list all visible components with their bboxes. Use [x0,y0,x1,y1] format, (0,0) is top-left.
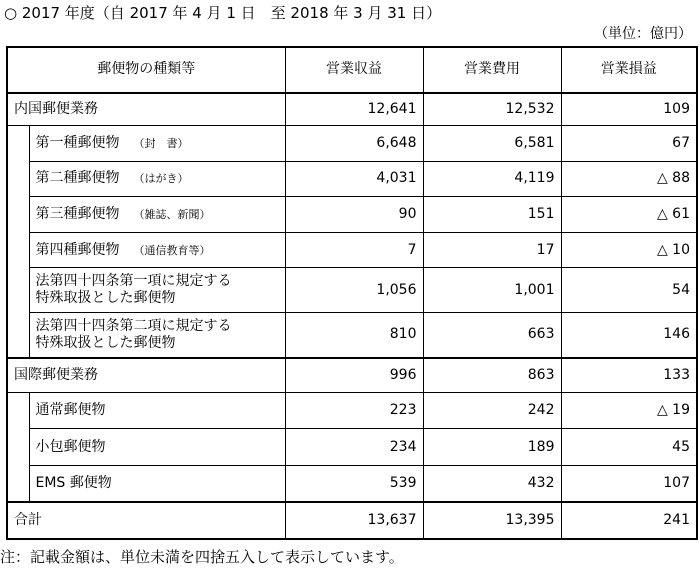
expense-cell: 12,532 [423,93,561,126]
row-label: 国際郵便業務 [7,358,285,393]
table-row [7,429,697,466]
revenue-cell: 234 [285,429,423,466]
revenue-cell: 12,641 [285,93,423,126]
profit-cell: 146 [561,313,697,358]
table-row [7,313,697,358]
profit-cell: 54 [561,268,697,313]
table-header-row [7,47,697,93]
table-row [7,161,697,197]
table-row [7,466,697,503]
expense-cell: 663 [423,313,561,358]
profit-cell: 241 [561,502,697,539]
expense-cell: 6,581 [423,125,561,161]
expense-cell: 1,001 [423,268,561,313]
profit-cell: △ 61 [561,197,697,233]
profit-cell: △ 10 [561,232,697,268]
table-row [7,197,697,233]
row-label: 合計 [7,502,285,539]
profit-cell: 45 [561,429,697,466]
table-row [7,232,697,268]
expense-cell: 17 [423,232,561,268]
revenue-cell: 13,637 [285,502,423,539]
expense-cell: 151 [423,197,561,233]
period-heading: ○ 2017 年度（自 2017 年 4 月 1 日 至 2018 年 3 月 31 日） [4,4,442,22]
row-label: 法第四十四条第一項に規定する 特殊取扱とした郵便物 [29,268,285,313]
profit-cell: 109 [561,93,697,126]
row-label: 内国郵便業務 [7,93,285,126]
revenue-cell: 1,056 [285,268,423,313]
row-label: 第二種郵便物 （はがき） [29,161,285,197]
row-label: EMS 郵便物 [29,466,285,503]
row-label: 法第四十四条第二項に規定する 特殊取扱とした郵便物 [29,313,285,358]
postal-income-table [6,46,698,540]
unit-label: （単位：億円） [594,26,692,42]
profit-cell: 107 [561,466,697,503]
profit-cell: 67 [561,125,697,161]
column-header-item: 郵便物の種類等 [7,47,285,93]
row-label: 第三種郵便物 （雑誌、新聞） [29,197,285,233]
row-label: 第一種郵便物 （封 書） [29,125,285,161]
revenue-cell: 90 [285,197,423,233]
profit-cell: 133 [561,358,697,393]
table-row-international [7,358,697,393]
column-header-expense: 営業費用 [423,47,561,93]
row-label: 第四種郵便物 （通信教育等） [29,232,285,268]
profit-cell: △ 88 [561,161,697,197]
revenue-cell: 223 [285,392,423,429]
expense-cell: 189 [423,429,561,466]
revenue-cell: 539 [285,466,423,503]
column-header-revenue: 営業収益 [285,47,423,93]
footnote: 注：記載金額は、単位未満を四捨五入して表示しています。 [0,548,404,566]
expense-cell: 432 [423,466,561,503]
table-row [7,392,697,429]
profit-cell: △ 19 [561,392,697,429]
indent-cell [7,125,29,357]
table-row-domestic [7,93,697,126]
revenue-cell: 7 [285,232,423,268]
revenue-cell: 4,031 [285,161,423,197]
column-header-profit: 営業損益 [561,47,697,93]
row-label: 小包郵便物 [29,429,285,466]
table-row-total [7,502,697,539]
table-row [7,268,697,313]
expense-cell: 242 [423,392,561,429]
expense-cell: 13,395 [423,502,561,539]
expense-cell: 4,119 [423,161,561,197]
indent-cell [7,392,29,502]
revenue-cell: 810 [285,313,423,358]
revenue-cell: 6,648 [285,125,423,161]
table-row [7,125,697,161]
expense-cell: 863 [423,358,561,393]
revenue-cell: 996 [285,358,423,393]
row-label: 通常郵便物 [29,392,285,429]
